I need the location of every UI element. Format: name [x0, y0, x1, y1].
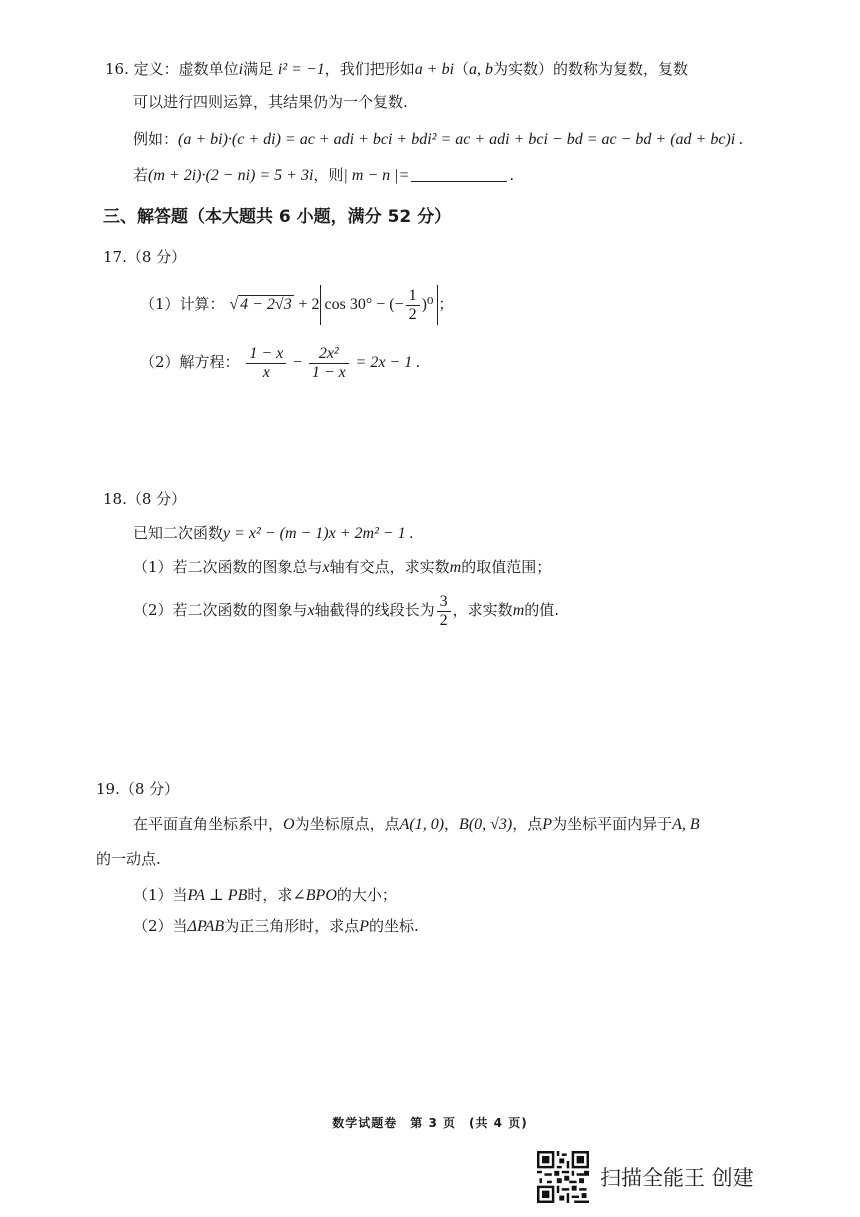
q19-part-1: （1）当PA ⊥ PB时，求∠BPO的大小； [133, 886, 397, 904]
q17-part-1: （1）计算： √ 4 − 2√3 + 2 cos 30° − (− $\frac{1}{2}$ )⁰ ； [140, 280, 453, 328]
answer-blank [411, 167, 507, 182]
q19-part-2: （2）当ΔPAB为正三角形时，求点P的坐标. [133, 917, 419, 935]
q16-line-4: 若(m + 2i)·(2 − ni) = 5 + 3i，则| m − n |= . [133, 166, 515, 184]
q16-line-1: 16. 定义：虚数单位i满足 i² = −1，我们把形如a + bi（a, b为实数）的数称为复数，复数 [105, 60, 689, 78]
q16-number: 16. [105, 60, 129, 78]
q17-part-2: （2）解方程： $\frac{1 - x}{x}$ − $\frac{\text{2x²}}{1 - x}$ = 2x − 1 . [140, 344, 421, 381]
watermark-text: 扫描全能王 创建 [600, 1166, 754, 1190]
q19-line-2: 的一动点. [96, 850, 161, 868]
q16-line-2: 可以进行四则运算，其结果仍为一个复数. [133, 93, 408, 111]
q18-header: 18.（8 分） [103, 490, 187, 508]
absolute-value: cos 30° − (− $\frac{1}{2}$ )⁰ [320, 285, 439, 325]
q19-line-1: 在平面直角坐标系中，O为坐标原点，点A(1, 0)，B(0, √3)，点P为坐标平面内异于A, B [133, 815, 700, 833]
page-footer: 数学试题卷 第 3 页 (共 4 页) [332, 1116, 528, 1130]
section-3-title: 三、解答题（本大题共 6 小题，满分 52 分） [103, 207, 452, 227]
q17-header: 17.（8 分） [103, 248, 187, 266]
qr-code-icon [537, 1151, 589, 1203]
q18-part-2: （2）若二次函数的图象与x轴截得的线段长为 $\frac{3}{2}$ ，求实数m的值. [133, 592, 560, 629]
q16-line-3: 例如：(a + bi)·(c + di) = ac + adi + bci + bdi² = ac + adi + bci − bd = ac − bd + (ad + bc)i . [133, 130, 744, 148]
q19-header: 19.（8 分） [96, 780, 180, 798]
q18-part-1: （1）若二次函数的图象总与x轴有交点，求实数m的取值范围； [133, 558, 552, 576]
q18-line-1: 已知二次函数y = x² − (m − 1)x + 2m² − 1 . [133, 524, 414, 542]
